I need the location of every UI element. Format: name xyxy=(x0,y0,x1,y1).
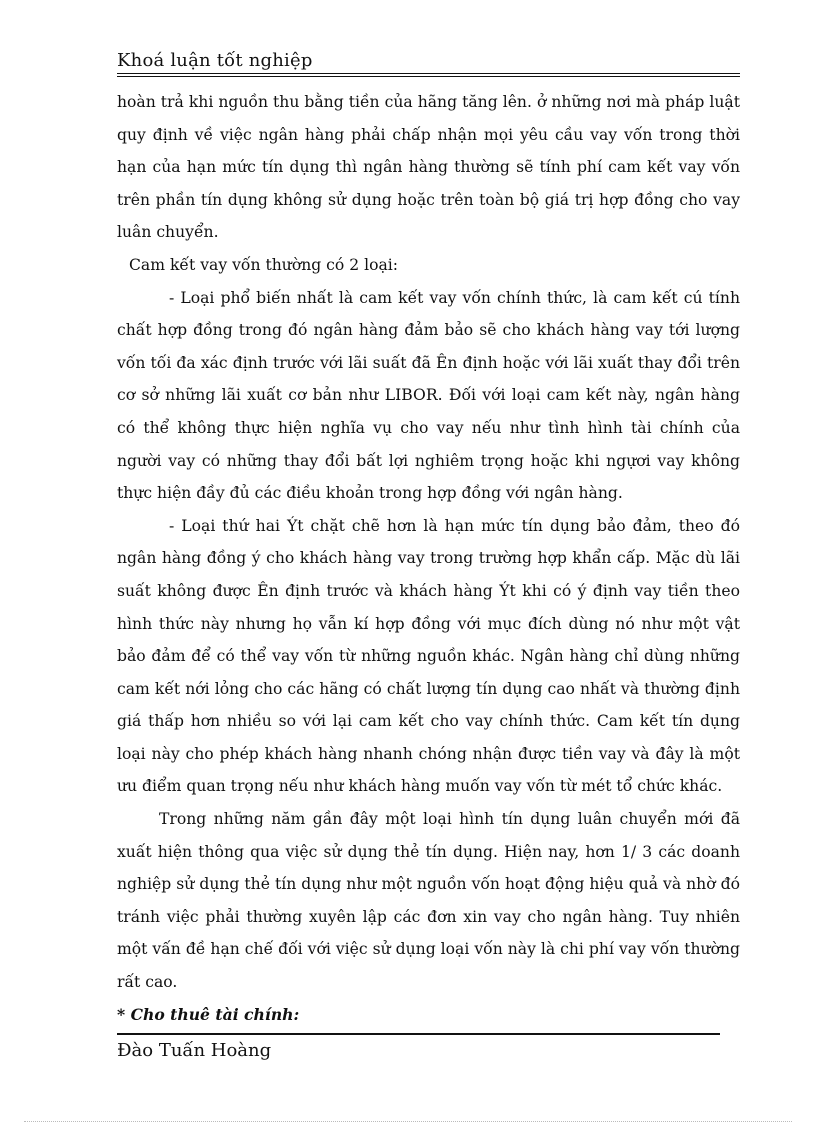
paragraph-5: Trong những năm gần đây một loại hình tín dụng luân chuyển mới đã xuất hiện thông qua việc sử dụng thẻ tín dụng. Hiện nay, hơn 1/ 3 các doanh nghiệp sử dụng thẻ tín dụng như một nguồn vốn hoạt động hiệu quả và nhờ đó tránh việc phải thường xuyên lập các đơn xin vay cho ngân hàng. Tuy nhiên một vấn đề hạn chế đối với việc sử dụng loại vốn này là chi phí vay vốn thường rất cao. xyxy=(117,810,740,992)
footer-author: Đào Tuấn Hoàng xyxy=(117,1040,272,1061)
footer-rule xyxy=(117,1033,720,1035)
header-rule-bottom xyxy=(117,76,740,77)
section-heading xyxy=(117,999,740,1032)
section-heading-text: Cho thuê tài chính: xyxy=(130,1004,300,1024)
section-heading-bullet: * xyxy=(117,1004,131,1024)
paragraph-1: hoàn trả khi nguồn thu bằng tiền của hãng tăng lên. ở những nơi mà pháp luật quy định về việc ngân hàng phải chấp nhận mọi yêu cầu vay vốn trong thời hạn của hạn mức tín dụng thì ngân hàng thường sẽ tính phí cam kết vay vốn trên phần tín dụng không sử dụng hoặc trên toàn bộ giá trị hợp đồng cho vay luân chuyển. xyxy=(117,93,740,242)
page-bottom-border xyxy=(24,1121,792,1122)
page-header-title: Khoá luận tốt nghiệp xyxy=(117,50,313,71)
paragraph-4: - Loại thứ hai Ýt chặt chẽ hơn là hạn mức tín dụng bảo đảm, theo đó ngân hàng đồng ý cho khách hàng vay trong trường hợp khẩn cấp. Mặc dù lãi suất không được Ên định trước và khách hàng Ýt khi có ý định vay tiền theo hình thức này nhưng họ vẫn kí hợp đồng với mục đích dùng nó như một vật bảo đảm để có thể vay vốn từ những nguồn khác. Ngân hàng chỉ dùng những cam kết nới lỏng cho các hãng có chất lượng tín dụng cao nhất và thường định giá thấp hơn nhiều so với lại cam kết cho vay chính thức. Cam kết tín dụng loại này cho phép khách hàng nhanh chóng nhận được tiền vay và đây là một ưu điểm quan trọng nếu như khách hàng muốn vay vốn từ mét tổ chức khác. xyxy=(117,516,740,796)
document-body xyxy=(117,86,740,1031)
paragraph-3: - Loại phổ biến nhất là cam kết vay vốn chính thức, là cam kết cú tính chất hợp đồng trong đó ngân hàng đảm bảo sẽ cho khách hàng vay tới lượng vốn tối đa xác định trước với lãi suất đã Ên định hoặc với lãi xuất thay đổi trên cơ sở những lãi xuất cơ bản như LIBOR. Đối với loại cam kết này, ngân hàng có thể không thực hiện nghĩa vụ cho vay nếu như tình hình tài chính của người vay có những thay đổi bất lợi nghiêm trọng hoặc khi ngựơi vay không thực hiện đầy đủ các điều khoản trong hợp đồng với ngân hàng. xyxy=(117,288,740,503)
header-rule-top xyxy=(117,73,740,74)
paragraph-2: Cam kết vay vốn thường có 2 loại: xyxy=(129,255,399,274)
